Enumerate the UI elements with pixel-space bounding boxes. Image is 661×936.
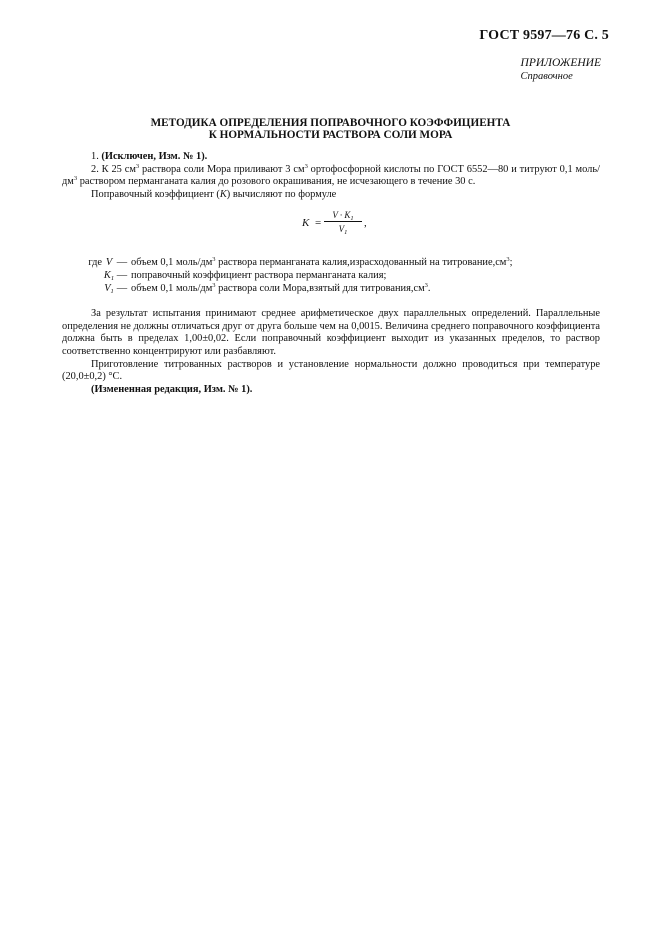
result-paragraph: За результат испытания принимают среднее арифметическое двух параллельных определений. Параллельные определения не должны отличаться друг от друга больше чем на 0,0015. Величина среднего поправочного коэффициента должна быть в пределах 1,00±0,02. Если поправочный коэффициент выходит из указанных пределов, то раствор соответственно концентрируют или разбавляют.: [62, 308, 600, 357]
definition-row: [62, 270, 600, 283]
title-line-1: МЕТОДИКА ОПРЕДЕЛЕНИЯ ПОПРАВОЧНОГО КОЭФФИЦИЕНТА: [150, 117, 511, 129]
def-text-3: ;: [509, 257, 513, 269]
superscript: 3: [73, 175, 78, 183]
appendix-type: Справочное: [520, 71, 573, 82]
formula-numerator: [324, 209, 362, 222]
formula-denominator: [324, 223, 362, 236]
def-text-1: объем 0,1 моль/дм: [131, 257, 213, 269]
definition-dash: —: [116, 257, 128, 269]
fraction-bar: [324, 221, 362, 222]
formula-equals: =: [315, 217, 322, 230]
revision-note: (Измененная редакция, Изм. № 1).: [91, 383, 253, 395]
definition-symbol: [102, 270, 116, 283]
def-text-2: раствора соли Мора,взятый для титрования,см: [215, 282, 425, 294]
coefficient-intro: [62, 189, 600, 202]
item-2-part-2: раствора соли Мора приливают 3 см: [139, 163, 305, 175]
definition-lead: [62, 283, 102, 296]
appendix-label-block: [521, 57, 601, 83]
superscript: 3: [506, 256, 510, 264]
definitions-list: [62, 257, 600, 295]
subscript: 1: [344, 229, 348, 237]
subscript: 1: [110, 274, 115, 282]
document-body: [62, 151, 600, 396]
definition-text: [128, 257, 600, 270]
appendix-label: ПРИЛОЖЕНИЕ: [520, 57, 601, 69]
formula-comma: ,: [364, 217, 367, 230]
definition-symbol: [102, 283, 116, 296]
definition-lead: [62, 270, 102, 283]
numerator-text: V · K: [332, 210, 351, 221]
temperature-paragraph: Приготовление титрованных растворов и установление нормальности должно проводиться при температуре (20,0±0,2) °С.: [62, 358, 600, 383]
definition-dash: —: [116, 269, 128, 281]
item-2-part-1: 2. К 25 см: [91, 163, 136, 175]
superscript: 3: [424, 281, 428, 289]
formula: [62, 205, 600, 245]
definition-row: [62, 283, 600, 296]
def-text-1: объем 0,1 моль/дм: [131, 282, 213, 294]
item-2: [62, 164, 600, 189]
document-reference: ГОСТ 9597—76 С. 5: [479, 28, 609, 43]
item-1: [62, 151, 600, 164]
formula-lhs: K: [302, 217, 310, 230]
subscript: 1: [110, 287, 114, 295]
superscript: 3: [212, 256, 216, 264]
superscript: 3: [135, 162, 140, 170]
definition-text: [128, 270, 600, 283]
def-text-3: .: [427, 282, 431, 294]
symbol-letter: V: [105, 257, 113, 269]
definition-text: [128, 283, 600, 296]
symbol-letter: K: [103, 269, 111, 281]
definition-row: [62, 257, 600, 270]
page-title: [62, 117, 599, 141]
def-text-1: поправочный коэффициент раствора перманганата калия;: [131, 269, 387, 281]
item-2-part-3: ортофосфорной кислоты по ГОСТ 6552—80 и титруют 0,1 моль/дм: [62, 163, 600, 188]
item-1-number: 1.: [91, 151, 99, 162]
superscript: 3: [304, 162, 308, 170]
superscript: 3: [212, 281, 216, 289]
item-2-part-4: раствором перманганата калия до розового окрашивания, не исчезающего в течение 30 с.: [77, 176, 476, 188]
denominator-text: V: [338, 224, 345, 235]
coef-intro-part-2: ) вычисляют по формуле: [226, 188, 337, 200]
spacer: [62, 295, 600, 308]
coef-intro-part-1: Поправочный коэффициент (: [91, 188, 220, 200]
definition-dash: —: [116, 282, 128, 294]
coef-symbol: K: [219, 188, 227, 200]
title-line-2: К НОРМАЛЬНОСТИ РАСТВОРА СОЛИ МОРА: [208, 129, 453, 141]
symbol-letter: V: [104, 282, 111, 294]
def-text-2: раствора перманганата калия,израсходованный на титрование,см: [215, 257, 507, 269]
definition-symbol: [102, 257, 116, 270]
subscript: 1: [350, 215, 354, 223]
item-1-text: (Исключен, Изм. № 1).: [101, 151, 208, 162]
definition-lead: где: [88, 257, 102, 269]
